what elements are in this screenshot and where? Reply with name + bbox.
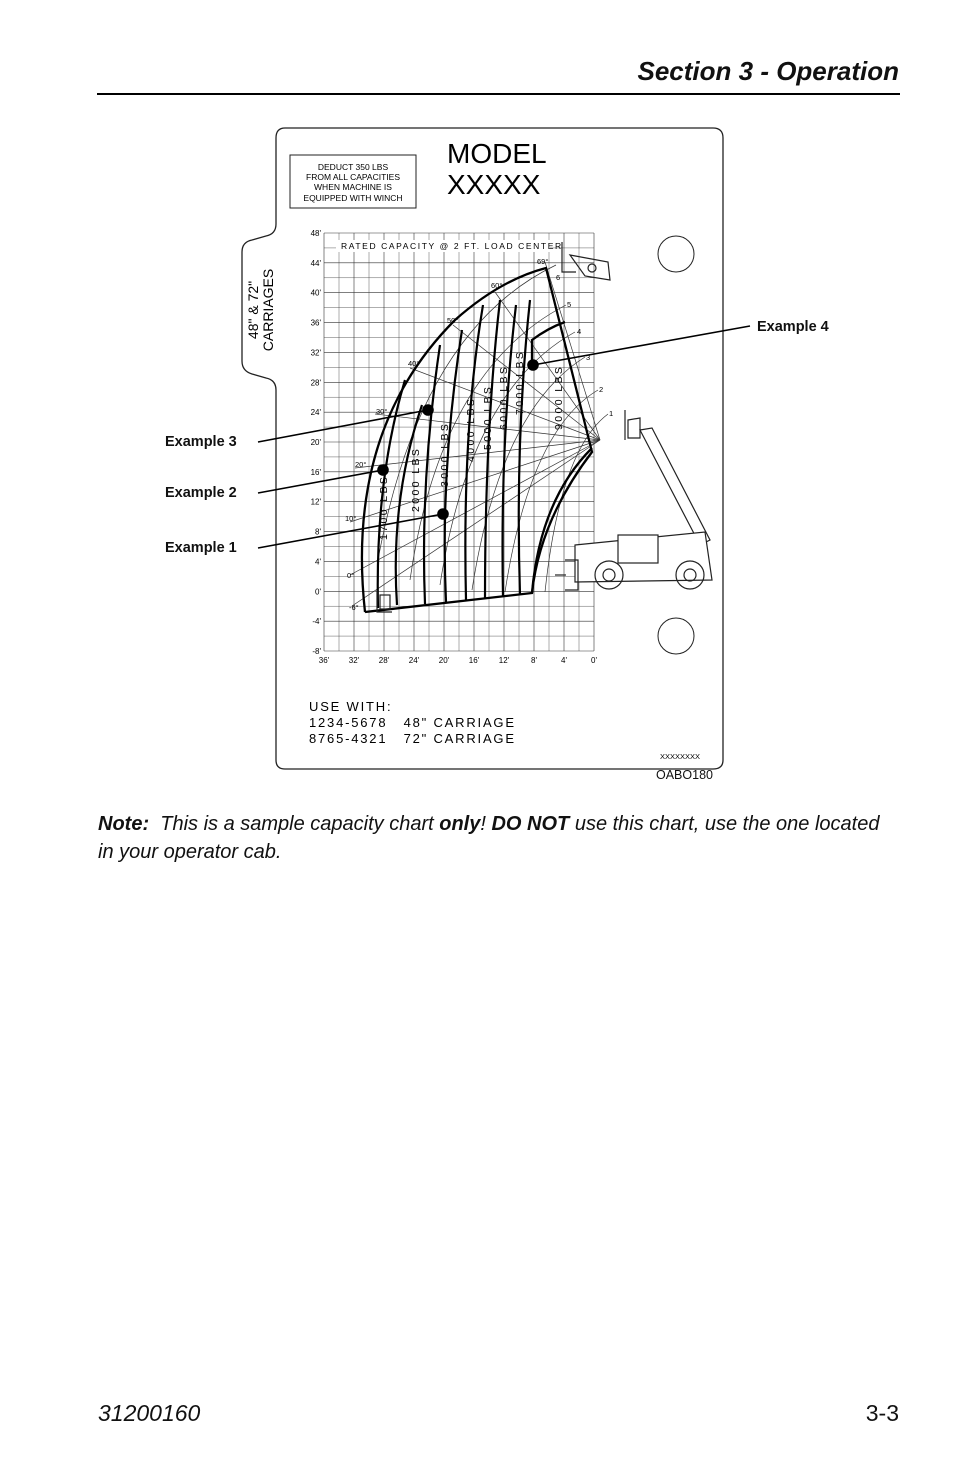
load-zone-label: 7000 LBS: [514, 349, 526, 415]
extension-label: 5: [567, 300, 572, 309]
chart-title: RATED CAPACITY @ 2 FT. LOAD CENTER: [341, 241, 563, 251]
side-tab-line: 48" & 72": [245, 280, 261, 340]
use-with-title: USE WITH:: [309, 699, 393, 714]
angle-label: 10°: [345, 514, 357, 523]
load-zone-label: 6000 LBS: [498, 364, 510, 430]
example3-label: Example 3: [165, 434, 237, 450]
winch-note-line: FROM ALL CAPACITIES: [306, 172, 400, 182]
winch-note-line: WHEN MACHINE IS: [314, 182, 392, 192]
angle-label: 60°: [491, 281, 503, 290]
x-tick-labels: [319, 656, 598, 665]
model-number: XXXXX: [447, 169, 541, 200]
y-tick-label: 24': [310, 408, 321, 418]
load-zone-label: 1700 LBS: [378, 474, 390, 540]
y-tick-label: 12': [310, 497, 321, 507]
extension-label: 6: [556, 273, 561, 282]
document-number: 31200160: [98, 1400, 201, 1426]
example4-label: Example 4: [757, 319, 829, 335]
angle-label: 30°: [376, 407, 388, 416]
note-label: Note:: [98, 813, 150, 835]
load-zone-label: 4000 LBS: [465, 396, 477, 462]
y-tick-label: 16': [310, 467, 321, 477]
use-with-line: 8765-4321 72" CARRIAGE: [309, 731, 516, 746]
example1-marker: [438, 509, 448, 519]
note-emphasis: only: [439, 813, 481, 835]
y-tick-label: 20': [310, 438, 321, 447]
load-zone-label: 3000 LBS: [439, 421, 451, 487]
x-tick-label: 4': [561, 656, 567, 665]
mounting-hole: [658, 236, 694, 272]
example1-label: Example 1: [165, 540, 237, 556]
x-tick-label: 36': [318, 656, 330, 665]
note-text: use this chart, use the one located in your operator cab.: [98, 813, 880, 863]
y-tick-label: 0': [315, 587, 321, 597]
note-text: !: [480, 813, 492, 835]
fork-carriage-top: [562, 242, 610, 280]
extension-label: 4: [577, 327, 582, 336]
example2-marker: [378, 465, 388, 475]
section-title: Section 3 - Operation: [637, 56, 899, 86]
angle-label: 0°: [347, 571, 355, 580]
x-tick-label: 32': [348, 656, 360, 665]
load-zone-lines: [378, 300, 530, 608]
angle-label: 50°: [447, 316, 459, 325]
telehandler-illustration: [555, 410, 712, 590]
angle-label: -6°: [349, 603, 359, 612]
load-zone-label: 9000 LBS: [553, 364, 565, 430]
y-tick-labels: [311, 229, 322, 656]
x-tick-label: 28': [378, 656, 390, 665]
side-tab-line: CARRIAGES: [260, 268, 276, 352]
x-tick-label: 24': [408, 656, 420, 665]
x-tick-label: 12': [498, 656, 510, 665]
load-zone-label: 5000 LBS: [482, 384, 494, 450]
example4-marker: [528, 360, 538, 370]
y-tick-label: 28': [310, 378, 321, 388]
example3-marker: [423, 405, 433, 415]
extension-label: 1: [609, 409, 614, 418]
example2-label: Example 2: [165, 485, 237, 501]
y-tick-label: -4': [312, 617, 321, 627]
y-tick-label: 8': [315, 527, 321, 537]
extension-label: 3: [586, 353, 591, 362]
figure-code: OABO180: [656, 768, 713, 782]
use-with-line: 1234-5678 48" CARRIAGE: [309, 715, 516, 730]
angle-label: 40°: [408, 359, 420, 368]
note-emphasis: DO NOT: [491, 813, 570, 835]
y-tick-label: -8': [312, 647, 321, 656]
angle-label: 20°: [355, 460, 367, 469]
note-text: This is a sample capacity chart: [160, 813, 440, 835]
y-tick-label: 32': [310, 348, 321, 358]
y-tick-label: 36': [310, 318, 321, 328]
note-paragraph: [98, 810, 898, 866]
y-tick-label: 44': [310, 258, 321, 268]
x-tick-label: 8': [531, 656, 537, 665]
page-number: 3-3: [865, 1400, 899, 1426]
y-tick-label: 4': [315, 557, 321, 567]
extension-label: 2: [599, 385, 604, 394]
fork-carriage-bottom: [377, 590, 392, 612]
mounting-hole: [658, 618, 694, 654]
winch-note-line: EQUIPPED WITH WINCH: [303, 193, 403, 203]
x-tick-label: 16': [468, 656, 480, 665]
x-tick-label: 20': [438, 656, 450, 665]
x-tick-label: 0': [591, 656, 597, 665]
angle-label: 69°: [537, 257, 549, 266]
serial-number: XXXXXXXX: [660, 752, 701, 761]
load-zone-label: 2000 LBS: [410, 446, 422, 512]
model-label: MODEL: [447, 138, 547, 169]
y-tick-label: 48': [310, 229, 321, 238]
winch-note-line: DEDUCT 350 LBS: [317, 162, 389, 172]
y-tick-label: 40': [310, 288, 321, 298]
